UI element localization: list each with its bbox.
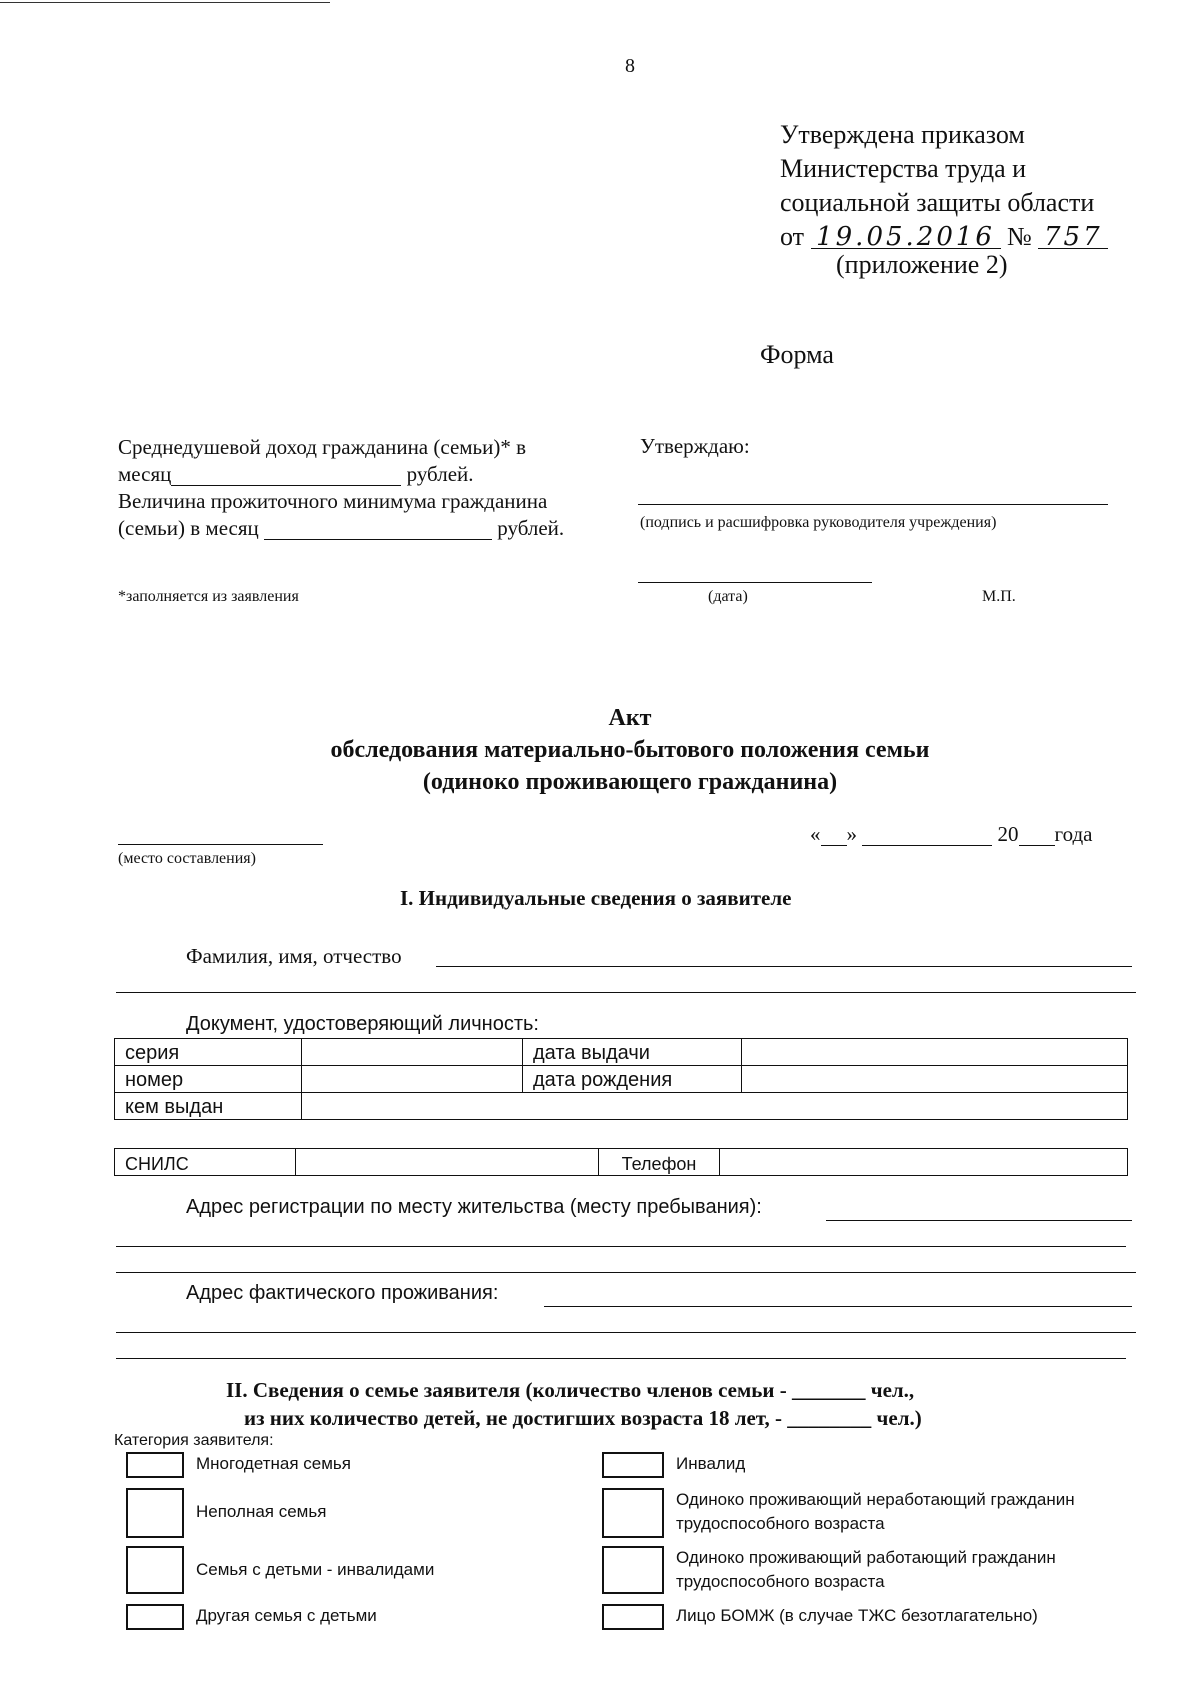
option-single-unemployed: Одиноко проживающий неработающий гражданин трудоспособного возраста <box>676 1490 1075 1533</box>
year-prefix: 20 <box>997 822 1019 846</box>
income-block <box>118 434 638 542</box>
series-value[interactable] <box>302 1039 523 1066</box>
checkbox-disabled[interactable] <box>602 1452 664 1478</box>
approval-line-2: Министерства труда и <box>780 154 1027 183</box>
stamp-label: М.П. <box>982 588 1016 605</box>
option-large-family: Многодетная семья <box>196 1454 351 1473</box>
income-line-2 <box>118 461 638 488</box>
section2-heading-line-2: из них количество детей, не достигших возраста 18 лет, - ________ чел.) <box>244 1406 922 1430</box>
table-row <box>115 1093 1128 1120</box>
year-suffix: года <box>1054 822 1093 846</box>
table-row <box>115 1039 1128 1066</box>
issued-by-value[interactable] <box>302 1093 1128 1120</box>
year-field[interactable] <box>1019 823 1055 846</box>
fio-field[interactable] <box>436 966 1132 967</box>
checkbox-homeless[interactable] <box>602 1604 664 1630</box>
checkbox-other-family[interactable] <box>126 1604 184 1630</box>
month-field[interactable] <box>862 823 992 846</box>
signature-caption: (подпись и расшифровка руководителя учреждения) <box>640 514 997 531</box>
snils-value[interactable] <box>296 1149 599 1176</box>
option-disabled-children: Семья с детьми - инвалидами <box>196 1560 435 1579</box>
approve-label: Утверждаю: <box>640 434 750 458</box>
reg-address-field[interactable] <box>826 1220 1132 1221</box>
number-label: номер <box>115 1066 302 1093</box>
appendix-label: (приложение 2) <box>836 250 1008 279</box>
option-single-parent: Неполная семья <box>196 1502 327 1521</box>
place-field[interactable] <box>118 844 323 845</box>
approval-date-number <box>780 220 1108 254</box>
checkbox-disabled-children[interactable] <box>126 1546 184 1594</box>
from-label: от <box>780 222 805 251</box>
signature-line[interactable] <box>638 504 1108 505</box>
birth-date-value[interactable] <box>742 1066 1128 1093</box>
reg-address-label: Адрес регистрации по месту жительства (месту пребывания): <box>186 1196 762 1218</box>
table-row <box>115 1149 1128 1176</box>
section1-heading: I. Индивидуальные сведения о заявителе <box>400 886 792 910</box>
document-title <box>0 702 1200 798</box>
option-homeless: Лицо БОМЖ (в случае ТЖС безотлагательно) <box>676 1606 1038 1625</box>
approve-date-line[interactable] <box>638 582 872 583</box>
income-month-label: месяц <box>118 462 172 486</box>
form-label: Форма <box>760 340 834 369</box>
handwritten-date: 19.05.2016 <box>811 226 1001 249</box>
income-currency: рублей. <box>406 462 474 486</box>
issue-date-label: дата выдачи <box>523 1039 742 1066</box>
phone-label: Телефон <box>599 1149 720 1176</box>
issue-date-value[interactable] <box>742 1039 1128 1066</box>
page-number: 8 <box>625 55 635 77</box>
reg-address-field-2[interactable] <box>116 1246 1126 1247</box>
income-line-3: Величина прожиточного минимума гражданина <box>118 489 548 513</box>
date-caption: (дата) <box>708 588 748 605</box>
approval-line-3: социальной защиты области <box>780 188 1095 217</box>
minimum-value-field[interactable] <box>264 517 492 540</box>
approval-line-1: Утверждена приказом <box>780 120 1025 149</box>
income-value-field[interactable] <box>171 463 401 486</box>
place-caption: (место составления) <box>118 850 256 867</box>
checkbox-single-parent[interactable] <box>126 1488 184 1538</box>
number-label: № <box>1007 222 1032 251</box>
table-row <box>115 1066 1128 1093</box>
fio-field-continued[interactable] <box>116 992 1136 993</box>
document-label: Документ, удостоверяющий личность: <box>186 1013 539 1035</box>
snils-label: СНИЛС <box>115 1149 296 1176</box>
close-quote: » <box>846 822 857 846</box>
actual-address-label: Адрес фактического проживания: <box>186 1282 499 1304</box>
section2-heading-line-1: II. Сведения о семье заявителя (количество членов семьи - _______ чел., <box>226 1378 915 1402</box>
reg-address-field-3[interactable] <box>116 1272 1136 1273</box>
title-line-2: обследования материально-бытового положения семьи <box>330 737 930 763</box>
open-quote: « <box>810 822 821 846</box>
date-line <box>810 822 1093 847</box>
income-line-4 <box>118 515 638 542</box>
footnote: *заполняется из заявления <box>118 588 299 605</box>
option-disabled: Инвалид <box>676 1454 746 1473</box>
checkbox-single-unemployed[interactable] <box>602 1488 664 1538</box>
minimum-month-label: (семьи) в месяц <box>118 516 259 540</box>
checkbox-large-family[interactable] <box>126 1452 184 1478</box>
id-document-table <box>114 1038 1128 1120</box>
handwritten-number: 757 <box>1038 226 1108 249</box>
fio-label: Фамилия, имя, отчество <box>186 944 402 968</box>
issued-by-label: кем выдан <box>115 1093 302 1120</box>
title-line-1: Акт <box>608 705 652 731</box>
series-label: серия <box>115 1039 302 1066</box>
approve-block <box>640 434 1110 459</box>
title-line-3: (одиноко проживающего гражданина) <box>422 769 838 795</box>
option-single-employed: Одиноко проживающий работающий гражданин трудоспособного возраста <box>676 1548 1056 1591</box>
checkbox-single-employed[interactable] <box>602 1546 664 1594</box>
day-field[interactable] <box>821 823 847 846</box>
number-value[interactable] <box>302 1066 523 1093</box>
actual-address-field-3[interactable] <box>116 1358 1126 1359</box>
birth-date-label: дата рождения <box>523 1066 742 1093</box>
scan-edge-line <box>0 2 330 3</box>
minimum-currency: рублей. <box>497 516 565 540</box>
approval-block <box>780 118 1108 254</box>
phone-value[interactable] <box>720 1149 1128 1176</box>
option-other-family: Другая семья с детьми <box>196 1606 377 1625</box>
income-line-1: Среднедушевой доход гражданина (семьи)* в <box>118 435 527 459</box>
actual-address-field-2[interactable] <box>116 1332 1136 1333</box>
category-label: Категория заявителя: <box>114 1432 274 1449</box>
actual-address-field[interactable] <box>544 1306 1132 1307</box>
snils-phone-table <box>114 1148 1128 1176</box>
